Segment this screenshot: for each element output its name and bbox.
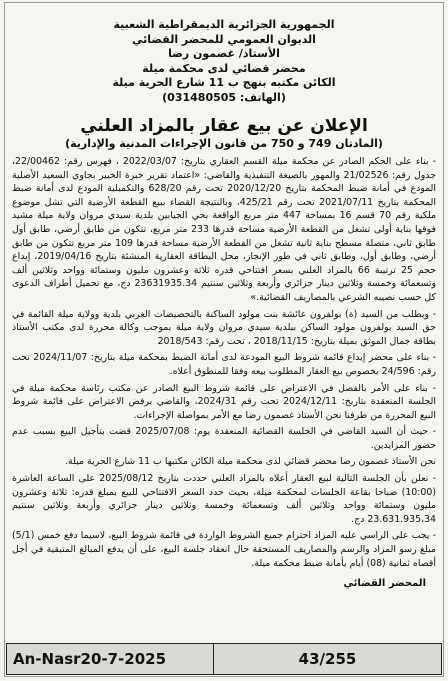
header-line: الجمهورية الجزائرية الديمقراطية الشعبية [113,18,335,31]
header-line: الأستاذ/ غصمون رضا [168,47,280,60]
body-paragraph: - بناء على محضر إيداع قائمة شروط البيع المودعة لدى أمانة الضبط بمحكمة ميلة بتاريخ: 2024/11/07 تحت رقم: 24/596 بخصوص بيع العقار المطلوب بيعه وفقا للمنطوق أعلاه. [12,352,436,377]
ad-number: 43/255 [298,650,357,668]
bailiff-header [12,18,436,105]
body-paragraph: - بناء على الأمر بالفصل في الاعتراض على قائمة شروط البيع الصادر عن مكتب رئاسة محكمة ميلة في الجلسة المنعقدة بتاريخ: 2024/12/11 تحت رقم 2024/31، والقاضي برفض الاعتراض على قائمة شروط البيع المحررة من طرفنا نحن الأستاذ غصمون رضا مع الأمر بمواصلة الإجراءات. [12,382,436,421]
body-paragraph: - نعلن بأن الجلسة التالية لبيع العقار أعلاه بالمزاد العلني حددت بتاريخ 2025/08/12 على الساعة العاشرة (10:00) صباحا بقاعة الجلسات لمحكمة ميلة، بحيث حدد السعر الافتتاحي للبيع بمبلغ قدره: ثلاثة وعشرون مليون وستمائة وواحد وثلاثين ألف وتسعمائة وخمسة وثلاثين دينار جزائري وأربعة وثلاثين سنتيم 23.631.935،34 دج. [12,473,436,525]
header-line: محضر قضائي لدى محكمة ميلة [142,61,306,75]
notice-body [12,155,436,570]
notice-title: الإعلان عن بيع عقار بالمزاد العلني [80,116,368,136]
body-paragraph: - يجب على الراسي عليه المزاد احترام جميع الشروط الواردة في قائمة شروط البيع، لاسيما دفع خمس (5/1) مبلغ رسو المزاد والرسم والمصاريف المستحقة حال انعقاد جلسة البيع، على أن يدفع المبالغ المتبقية في أجل أقصاه ثمانية (08) أيام بأمانة ضبط محكمة ميلة. [12,530,436,569]
notice-subtitle: (المادتان 749 و 750 من قانون الإجراءات المدنية والإدارية) [65,137,383,150]
header-line: الديوان العمومي للمحضر القضائي [132,32,316,46]
body-paragraph: - بناء على الحكم الصادر عن محكمة ميلة القسم العقاري بتاريخ: 2022/03/07 ، فهرس رقم: 22/00462، جدول رقم: 21/02526 والمهور بالصيغة التنفيذية والقاضي: «اعتماد تقرير خبرة الخبير بجاوي السعيد الأصلية المودع في أمانة ضبط المحكمة بتاريخ 2020/12/20 تحت رقم 628/20 والتكميلية المودع لدى أمانة ضبط المحكمة بتاريخ 2021/07/11 تحت رقم 425/21، وبالنتيجة القضاء ببيع القطعة الأرضية التي تشل موضوع ملكية رقم 70 قسم 16 بمساحة 447 متر مربع الواقعة بحي الجيابين بلدية سيدي مروان ولاية ميلة مشيد فوقها بناية أولى تشغل من القطعة الأرضية مساحة قدرها 233 متر مربع، تتكون من طابق أرضي، طابق أول طابق ثاني، متصلة مسطح بناية ثانية تشغل من القطعة الأرضية مساحة قدرها 109 متر مربع تتكون من طابق أرضي، وطابق أول، وطابق ثاني في طور الإنجاز، محل البطاقة العقارية المنشئة بتاريخ 2019/04/16، إيداع حجم 25 ترتيبة 66 بالمزاد العلني بسعر افتتاحي قدره ثلاثة وعشرون مليون وستمائة وواحد وثلاثين ألف وتسعمائة وخمسة وثلاثين دينار جزائري وأربعة وثلاثين سنتيم 23631935.34 دج، مع تحميل أطراف الدعوى كل حسب نصيبه الشرعي بالمصاريف القضائية.» [12,156,437,303]
signature: المحضر القضائي [343,578,426,590]
body-paragraph: نحن الأستاذ غصمون رضا محضر قضائي لدى محكمة ميلة الكائن مكتبها ب 11 شارع الحرية ميلة. [65,456,436,468]
publication-footer [6,643,442,675]
publication-date: An-Nasr20-7-2025 [7,644,214,674]
header-line: (الهاتف: 031480505) [162,90,286,104]
body-paragraph: - وبطلب من السيد (ة) بولفرون عائشة بنت مولود الساكنة بالتحصيصات الغربي بلدية وولاية ميلة القائمة في حق السيد بولفرون مولود الساكن ببلدية سيدي مروان ولاية ميلة بموجب وكالة محررة لدى مكتب الأستاذ بطاقة جمال الموثق بميلة بتاريخ: 2018/11/15 ، تحت رقم: 2018/543 [12,308,436,347]
header-line: الكائن مكتبه بنهج ب 11 شارع الحرية ميلة [112,76,336,89]
body-paragraph: - حيث أن السيد القاضي في الجلسة القضائية المنعقدة يوم: 2025/07/08 قضت بتأجيل البيع بسبب عدم حضور المزايدين. [12,426,437,451]
